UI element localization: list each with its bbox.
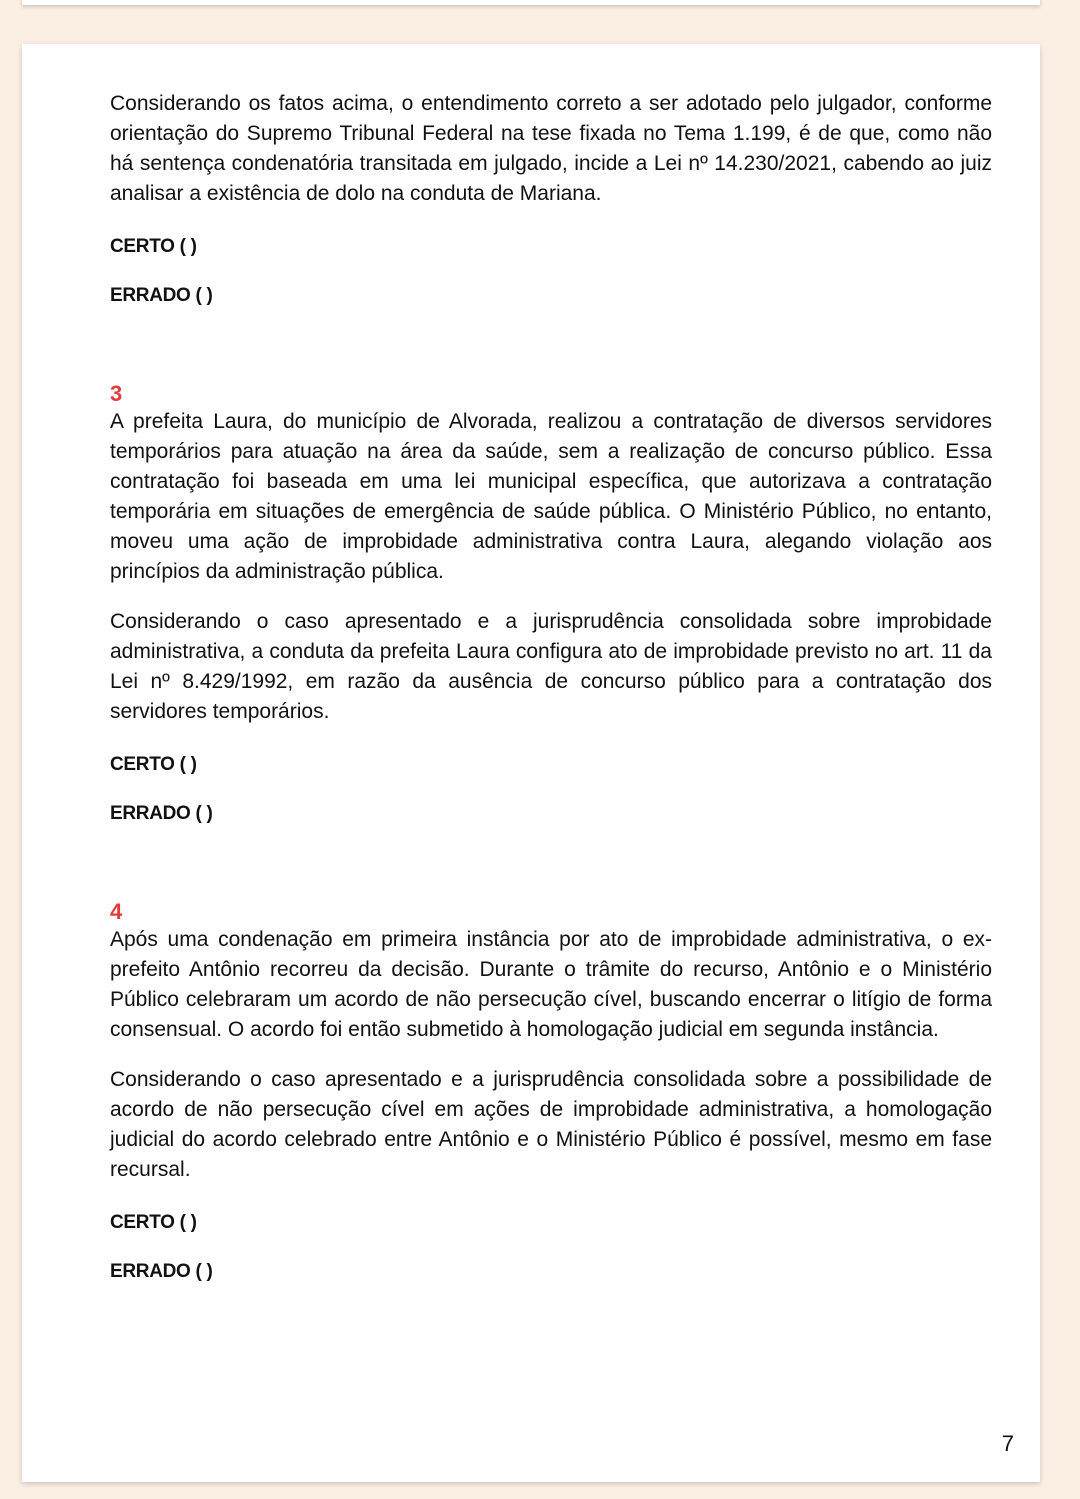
question-assertion: Considerando o caso apresentado e a jurisprudência consolidada sobre improbidade administrativa, a conduta da prefeita Laura configura ato de improbidade previsto no art. 11 da Lei nº 8.429/1992, em razão da ausência de concurso público para a contratação dos servidores temporários. (110, 610, 992, 723)
question-assertion: Considerando o caso apresentado e a jurisprudência consolidada sobre a possibilidade de acordo de não persecução cível em ações de improbidade administrativa, a homologação judicial do acordo celebrado entre Antônio e o Ministério Público é possível, mesmo em fase recursal. (110, 1068, 992, 1181)
option-errado: ERRADO ( ) (110, 803, 213, 824)
question-statement: Após uma condenação em primeira instância por ato de improbidade administrativa, o ex-prefeito Antônio recorreu da decisão. Durante o trâmite do recurso, Antônio e o Ministério Público celebraram um acordo de não persecução cível, buscando encerrar o litígio de forma consensual. O acordo foi então submetido à homologação judicial em segunda instância. (110, 928, 992, 1041)
option-errado: ERRADO ( ) (110, 1261, 213, 1282)
option-certo: CERTO ( ) (110, 236, 197, 257)
document-page (22, 44, 1040, 1482)
page-content (110, 89, 992, 1283)
intro-paragraph: Considerando os fatos acima, o entendimento correto a ser adotado pelo julgador, conforme orientação do Supremo Tribunal Federal na tese fixada no Tema 1.199, é de que, como não há sentença condenatória transitada em julgado, incide a Lei nº 14.230/2021, cabendo ao juiz analisar a existência de dolo na conduta de Mariana. (110, 92, 992, 205)
page-number: 7 (1001, 1431, 1014, 1456)
previous-page-edge (22, 0, 1040, 5)
option-certo: CERTO ( ) (110, 1212, 197, 1233)
question-number: 4 (110, 899, 123, 924)
question-statement: A prefeita Laura, do município de Alvorada, realizou a contratação de diversos servidores temporários para atuação na área da saúde, sem a realização de concurso público. Essa contratação foi baseada em uma lei municipal específica, que autorizava a contratação temporária em situações de emergência de saúde pública. O Ministério Público, no entanto, moveu uma ação de improbidade administrativa contra Laura, alegando violação aos princípios da administração pública. (110, 410, 992, 583)
question-number: 3 (110, 381, 123, 406)
option-certo: CERTO ( ) (110, 754, 197, 775)
option-errado: ERRADO ( ) (110, 285, 213, 306)
